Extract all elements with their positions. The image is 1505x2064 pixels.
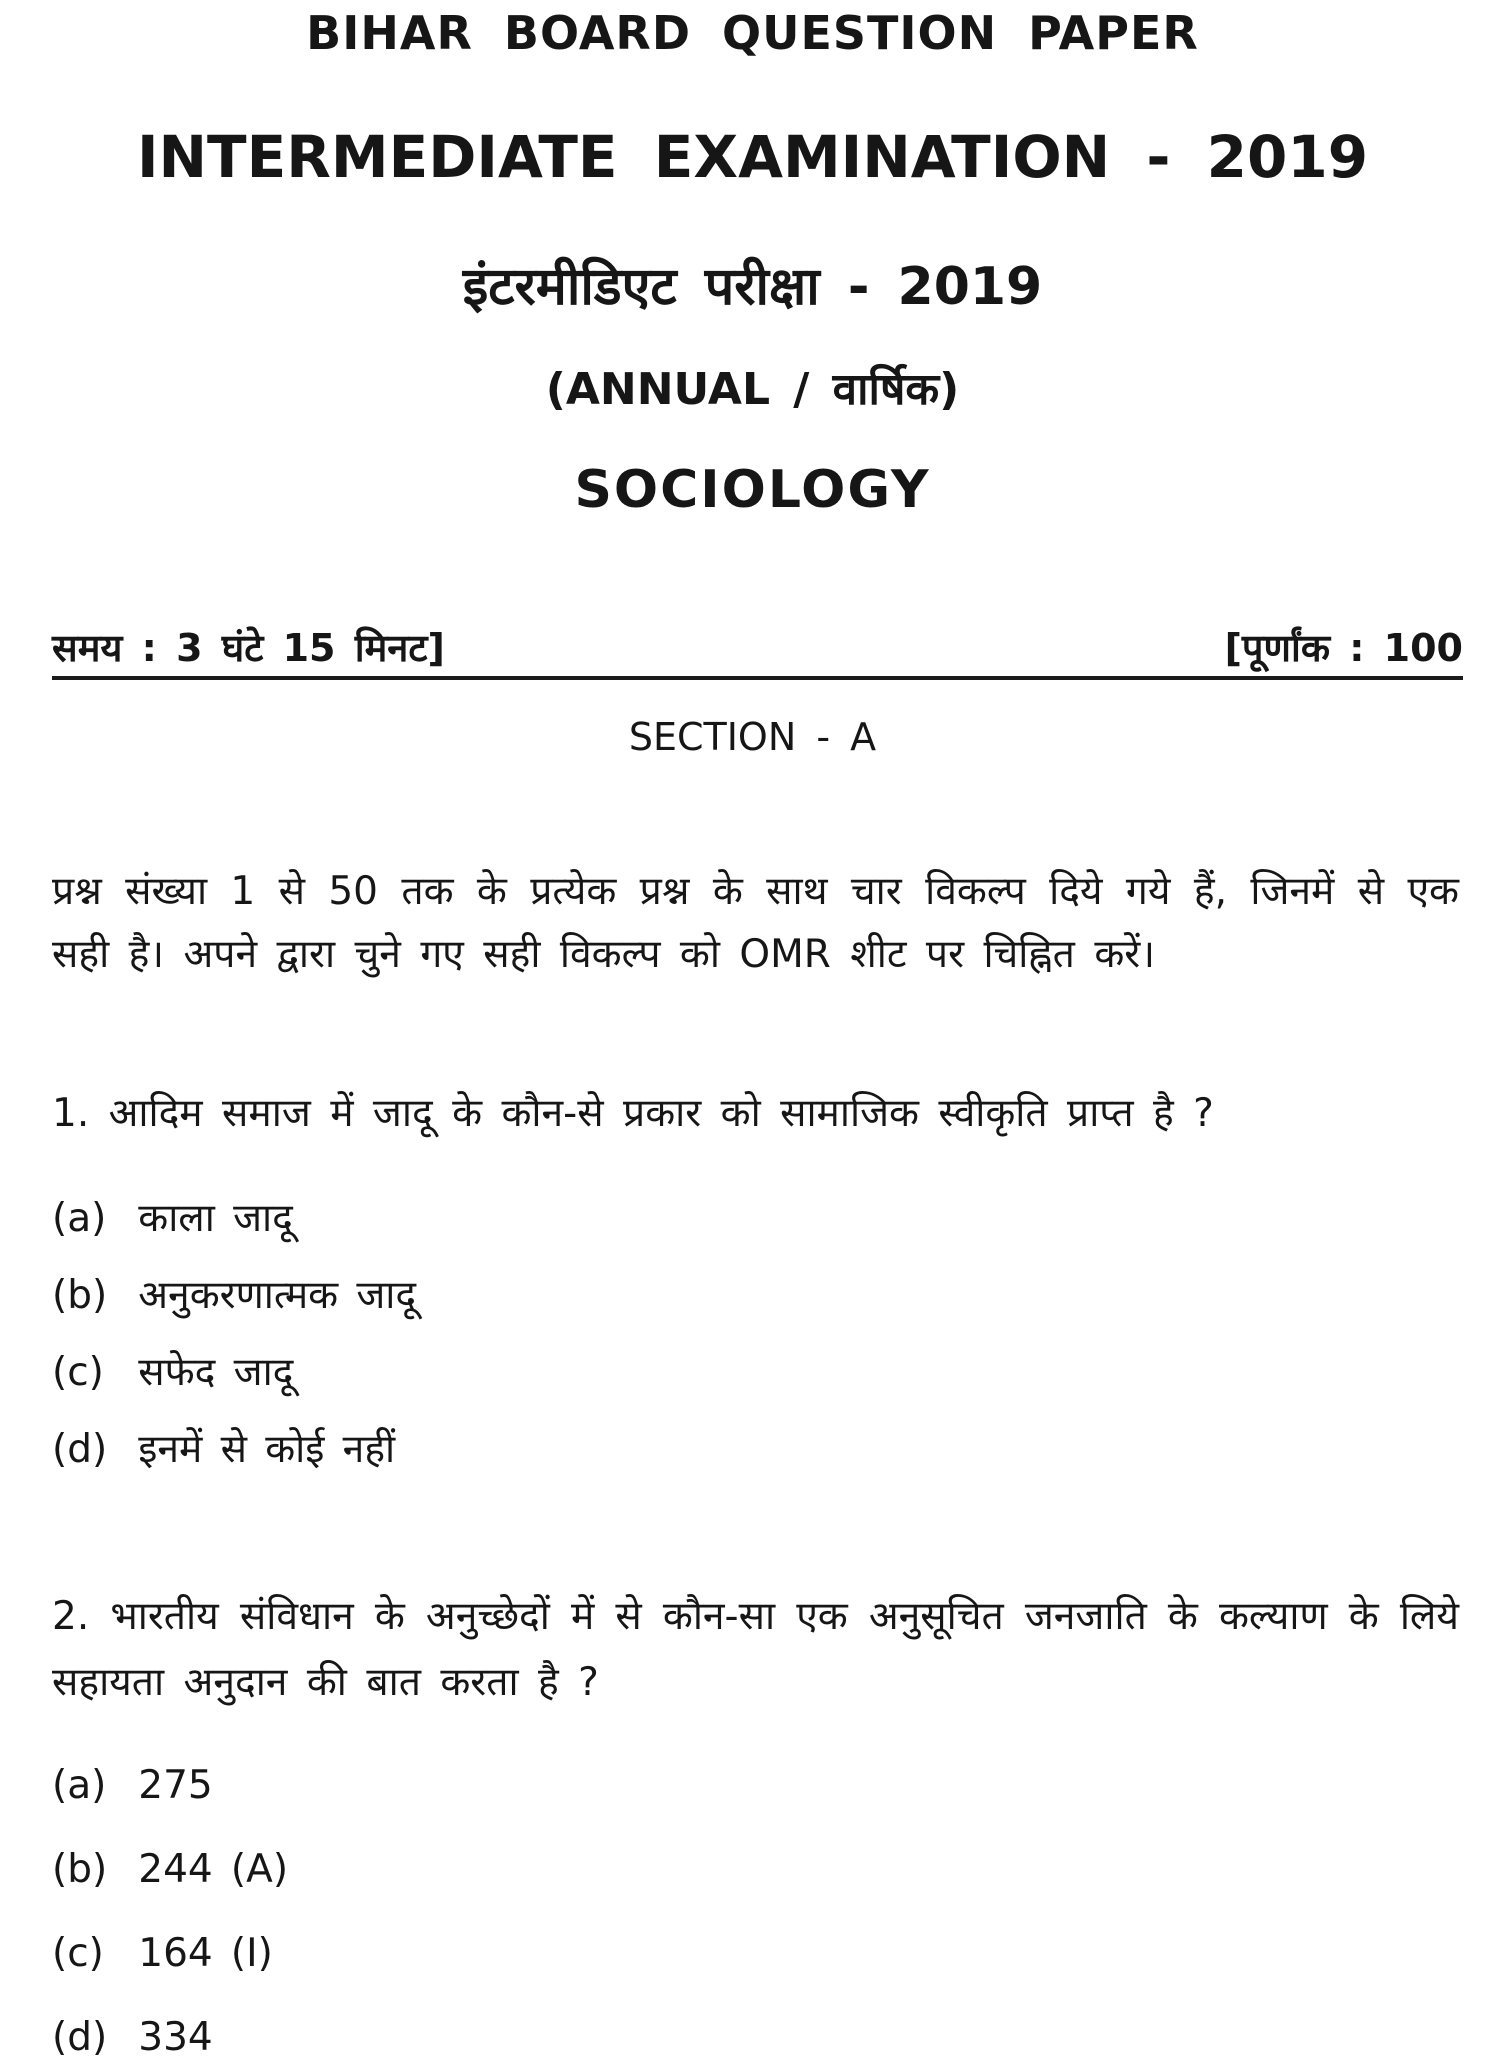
option-key: (a) — [52, 1196, 107, 1241]
option-key: (b) — [52, 1847, 108, 1892]
board-title: BIHAR BOARD QUESTION PAPER — [306, 6, 1199, 60]
section-title: SECTION - A — [628, 715, 877, 759]
option-key: (d) — [52, 2015, 108, 2060]
exam-title-english: INTERMEDIATE EXAMINATION - 2019 — [136, 123, 1369, 191]
question-2-option-c — [52, 1928, 1459, 1980]
question-2 — [52, 1584, 1459, 1716]
option-text: काला जादू — [138, 1196, 293, 1241]
option-text: 164 (I) — [138, 1931, 273, 1976]
subject-title: SOCIOLOGY — [574, 460, 931, 520]
instructions-text: प्रश्न संख्या 1 से 50 तक के प्रत्येक प्रश्न के साथ चार विकल्प दिये गये हैं, जिनमें से एक सही है। अपने द्वारा चुने गए सही विकल्प को OMR शीट पर चिह्नित करें। — [52, 869, 1459, 977]
exam-title-hindi: इंटरमीडिएट परीक्षा - 2019 — [462, 257, 1043, 317]
question-2-option-d — [52, 2012, 1459, 2064]
question-1-option-d — [52, 1424, 1459, 1476]
question-2-options — [0, 1760, 1505, 2064]
question-1-text: आदिम समाज में जादू के कौन-से प्रकार को सामाजिक स्वीकृति प्राप्त है ? — [108, 1091, 1214, 1136]
question-1 — [52, 1082, 1459, 1145]
annual-subtitle: (ANNUAL / वार्षिक) — [545, 364, 960, 415]
option-text: 334 — [138, 2015, 213, 2060]
question-1-option-b — [52, 1270, 1459, 1322]
time-marks-row — [52, 628, 1463, 680]
option-key: (a) — [52, 1763, 107, 1808]
option-key: (d) — [52, 1427, 108, 1472]
time-allowed-label: समय : 3 घंटे 15 मिनट] — [52, 626, 445, 670]
question-1-option-a — [52, 1193, 1459, 1245]
question-2-option-a — [52, 1760, 1459, 1812]
option-text: अनुकरणात्मक जादू — [138, 1273, 417, 1318]
question-1-number: 1. — [52, 1091, 90, 1136]
option-text: इनमें से कोई नहीं — [138, 1427, 396, 1472]
question-1-options — [0, 1193, 1505, 1476]
option-text: 275 — [138, 1763, 213, 1808]
option-key: (c) — [52, 1931, 104, 1976]
option-text: सफेद जादू — [138, 1350, 294, 1395]
question-1-option-c — [52, 1347, 1459, 1399]
option-text: 244 (A) — [138, 1847, 289, 1892]
question-2-text: भारतीय संविधान के अनुच्छेदों में से कौन-सा एक अनुसूचित जनजाति के कल्याण के लिये सहायता अनुदान की बात करता है ? — [52, 1594, 1459, 1705]
question-2-number: 2. — [52, 1594, 90, 1639]
option-key: (c) — [52, 1350, 104, 1395]
question-2-option-b — [52, 1844, 1459, 1896]
option-key: (b) — [52, 1273, 108, 1318]
max-marks-label: [पूर्णांक : 100 — [1224, 626, 1463, 670]
